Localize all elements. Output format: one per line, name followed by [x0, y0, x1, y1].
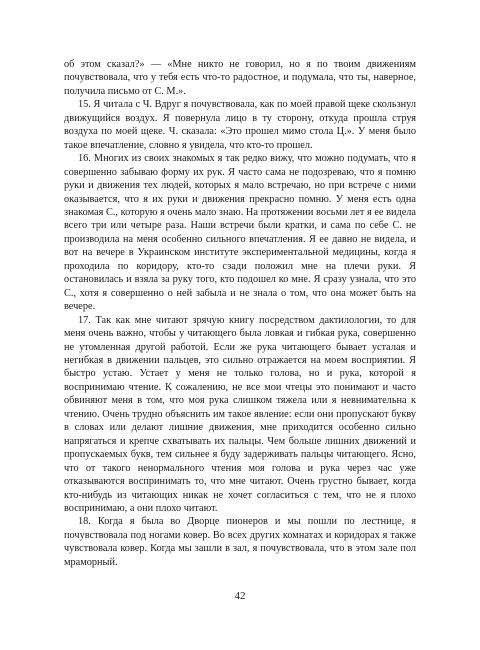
paragraph-17: 17. Так как мне читают зрячую книгу посредством дактилологии, то для меня очень важно, чтобы у читающего была ловкая и гибкая рука, совершенно не утомленная другой работой. Если же рука читающего бывает усталая и негибкая в движении пальцев, это сильно отражается на моем восприятии. Я быстро устаю. Устает у меня не только голова, но и рука, которой я воспринимаю чтение. К сожалению, не все мои чтецы это понимают и часто обвиняют меня в том, что моя рука слишком тяжела или я невнимательна к чтению. Очень трудно объяснить им такое явление: если они пропускают букву в словах или делают лишние движения, мне приходится особенно сильно напрягаться и крепче схватывать их пальцы. Чем больше лишних движений и пропускаемых букв, тем сильнее я буду задерживать пальцы читающего. Ясно, что от такого ненормального чтения моя голова и рука через час уже отказываются воспринимать то, что мне читают. Очень грустно бывает, когда кто-нибудь из читающих никак не хочет согласиться с тем, что не я плохо воспринимаю, а они плохо читают. [64, 314, 416, 514]
paragraph-18: 18. Когда я была во Дворце пионеров и мы пошли по лестнице, я почувствовала под ногами ковер. Во всех других комнатах и коридорах я также чувствовала ковер. Когда мы зашли в зал, я почувствовала, что в этом зале пол мраморный. [64, 516, 416, 568]
paragraph-continuation: об этом сказал?» — «Мне никто не говорил, но я по твоим движениям почувствовала, что у тебя есть что-то радостное, и подумала, что ты, наверное, получила письмо от С. М.». [64, 59, 416, 97]
page-number: 42 [234, 590, 246, 602]
paragraph-16: 16. Многих из своих знакомых я так редко вижу, что можно подумать, что я совершенно забываю форму их рук. Я часто сама не подозреваю, что я помню руки и движения тех людей, которых я мало встречаю, но при встрече с ними оказывается, что я их руки и движения прекрасно помню. У меня есть одна знакомая С., которую я очень мало знаю. На протяжении восьми лет я ее видела всего три или четыре раза. Наши встречи были кратки, и сама по себе С. не производила на меня особенно сильного впечатления. Я ее давно не видела, и вот на вечере в Украинском институте экспериментальной медицины, когда я проходила по коридору, кто-то сзади положил мне на плечи руки. Я остановилась и взяла за руку того, кто подошел ко мне. Я сразу узнала, что это С., хотя я совершенно о ней забыла и не знала о том, что она может быть на вечере. [64, 153, 416, 313]
page-body [64, 58, 416, 569]
paragraph-15: 15. Я читала с Ч. Вдруг я почувствовала, как по моей правой щеке скользнул движущийся воздух. Я повернула лицо в ту сторону, откуда прошла струя воздуха по моей щеке. Ч. сказала: «Это прошел мимо стола Ц.». У меня было такое впечатление, словно я увидела, что кто-то прошел. [64, 99, 416, 151]
